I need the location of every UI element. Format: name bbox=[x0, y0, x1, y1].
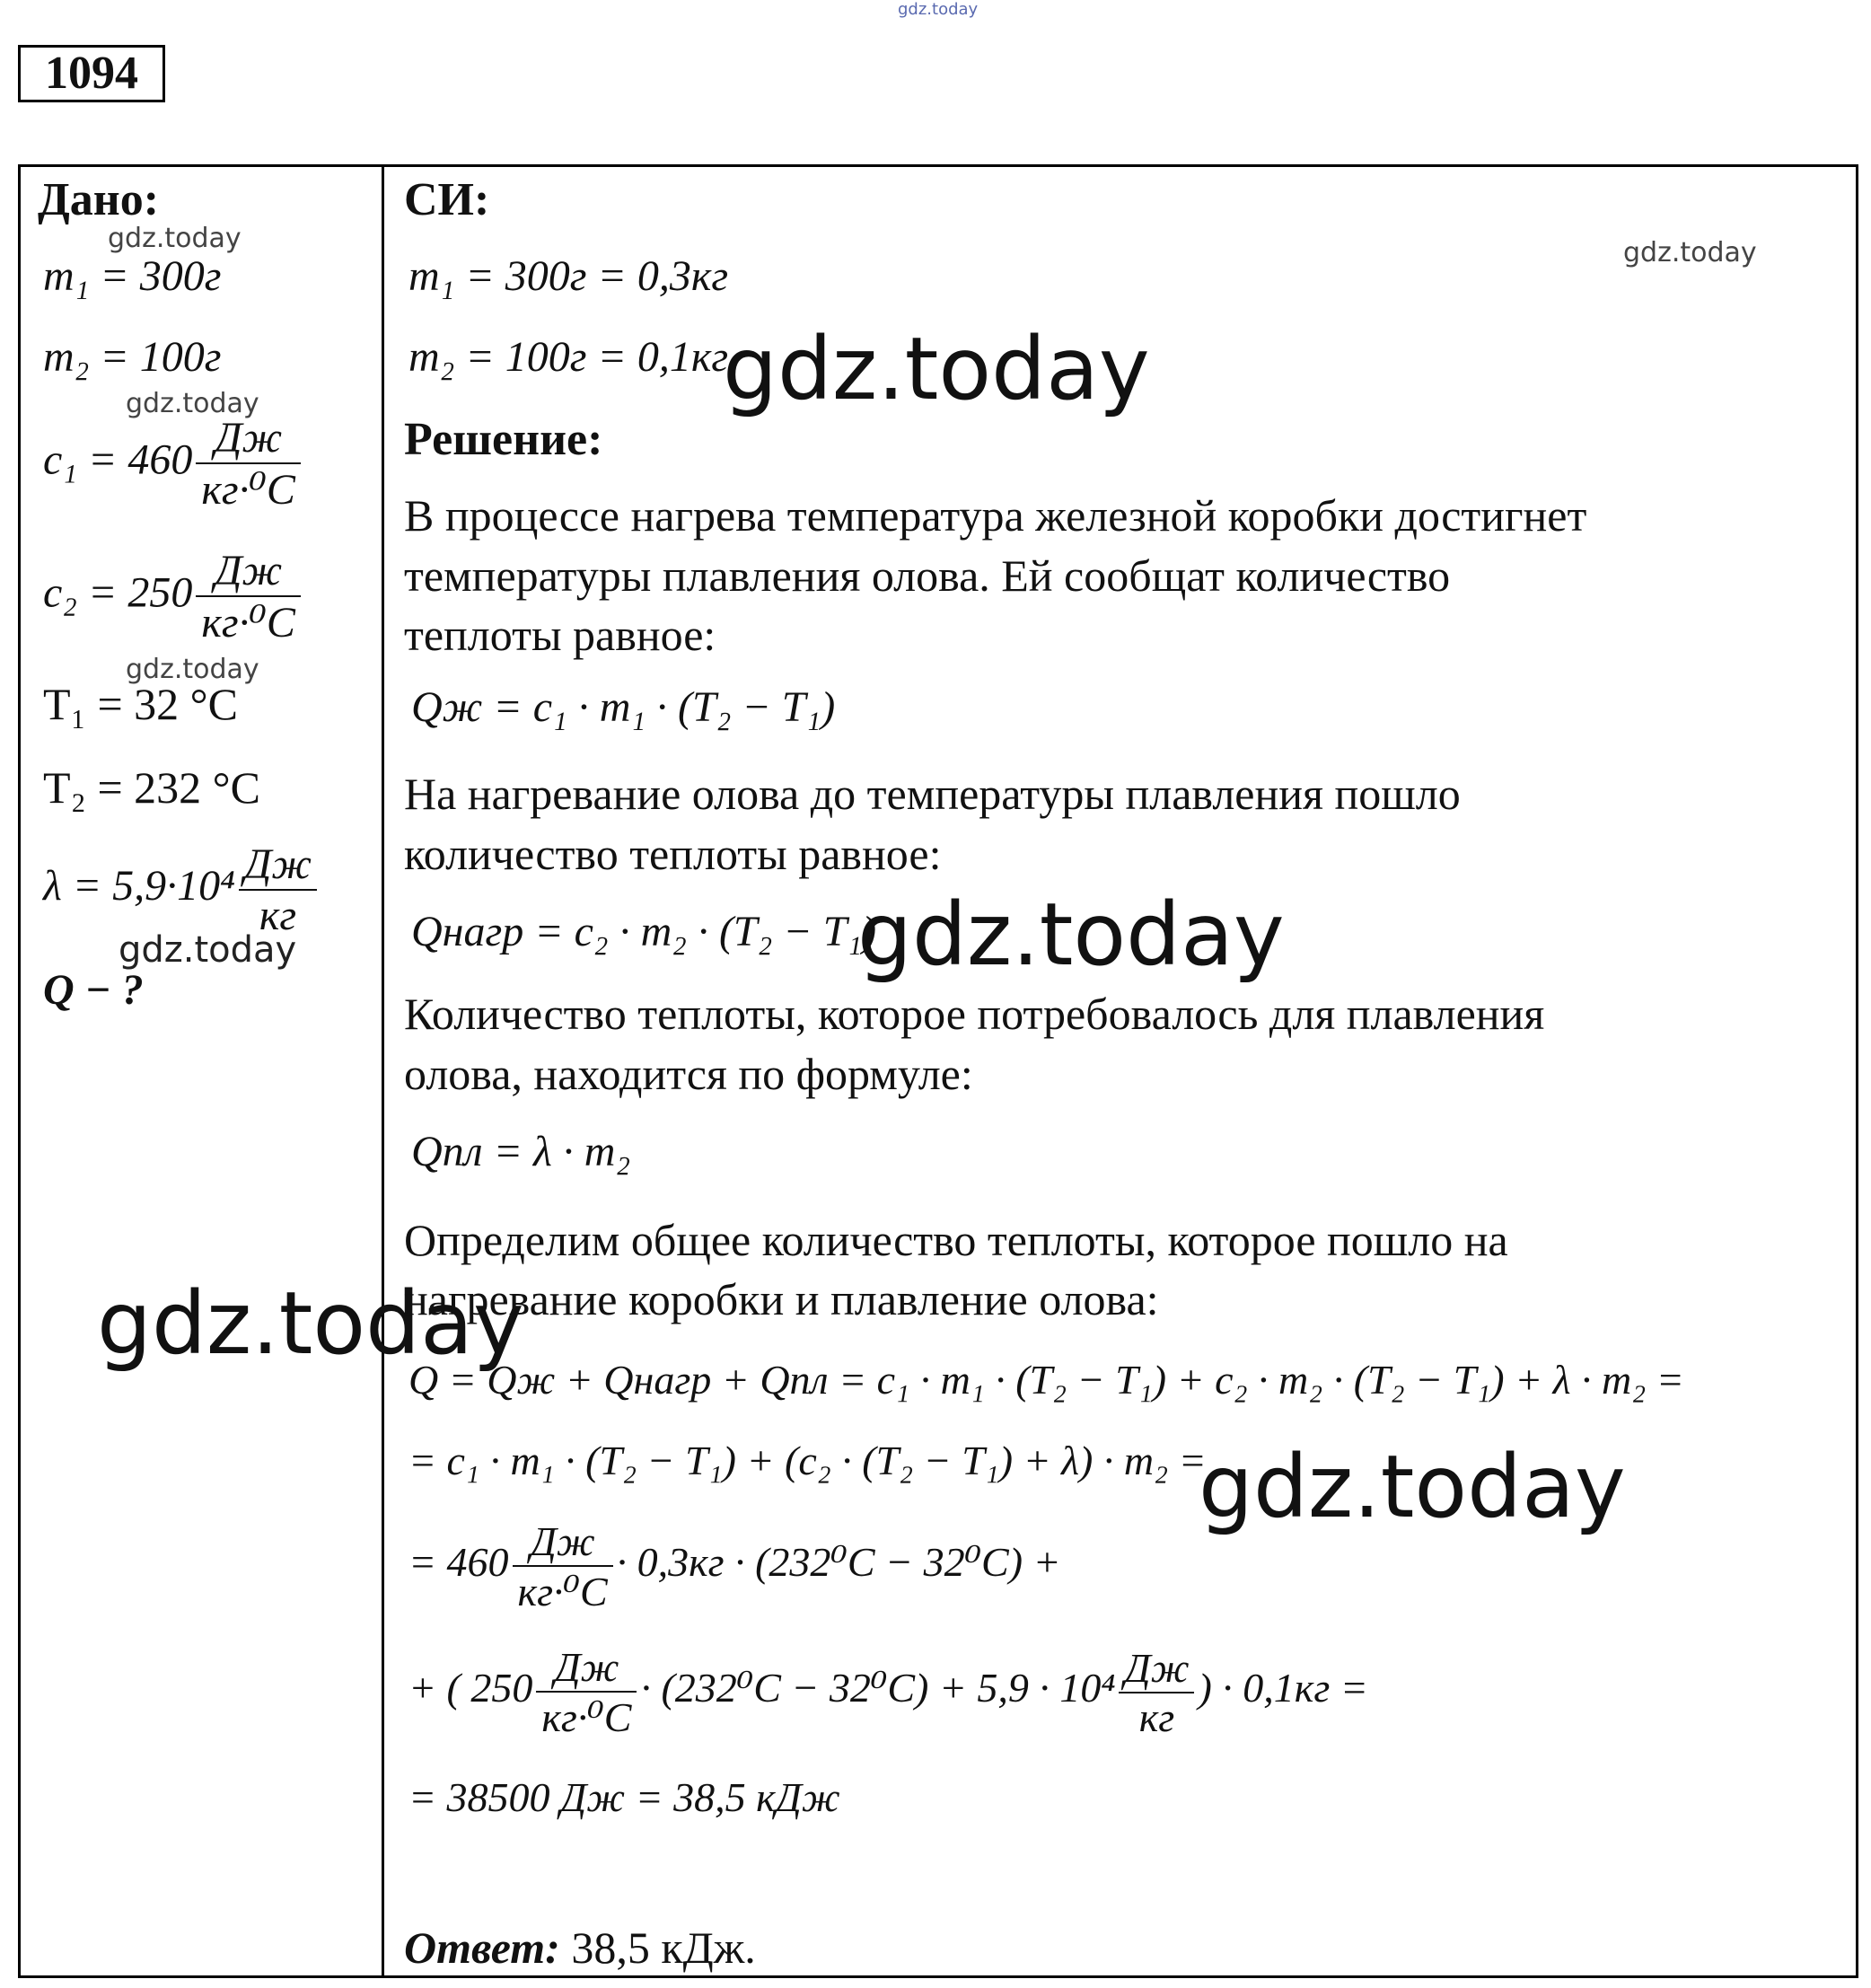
top-watermark: gdz.today bbox=[898, 0, 979, 19]
watermark: gdz.today bbox=[97, 1273, 524, 1374]
si-m2: m₂ = 100г = 0,1кг bbox=[408, 333, 729, 381]
solution-text: В процессе нагрева температура железной коробки достигнет bbox=[404, 490, 1587, 541]
unit-denominator: кг·⁰C bbox=[541, 1694, 632, 1740]
formula-q-heating: Qнагр = c₂ · m₂ · (T₂ − T₁) bbox=[411, 908, 877, 955]
answer-label: Ответ: bbox=[404, 1922, 560, 1973]
watermark: gdz.today bbox=[1199, 1437, 1626, 1537]
formula-total-line1: Q = Qж + Qнагр + Qпл = c₁ · m₁ · (T₂ − T₁) + c₂ · m₂ · (T₂ − T₁) + λ · m₂ = bbox=[408, 1357, 1684, 1403]
unit-numerator: Дж bbox=[536, 1643, 637, 1693]
formula-part: · 0,3кг · (232⁰C − 32⁰C) + bbox=[616, 1539, 1061, 1586]
unit-fraction bbox=[196, 546, 300, 647]
given-lambda-prefix: λ = 5,9·10⁴ bbox=[43, 862, 235, 910]
problem-number: 1094 bbox=[18, 45, 165, 102]
unit-denominator: кг bbox=[1138, 1693, 1175, 1740]
unit-fraction bbox=[1119, 1644, 1194, 1741]
given-m1: m₁ = 300г bbox=[43, 252, 222, 300]
given-find: Q − ? bbox=[43, 966, 144, 1014]
formula-part: + ( 250 bbox=[408, 1665, 533, 1711]
formula-total-line2: = c₁ · m₁ · (T₂ − T₁) + (c₂ · (T₂ − T₁) + λ) · m₂ = bbox=[408, 1438, 1207, 1483]
unit-denominator: кг·⁰C bbox=[517, 1569, 608, 1614]
answer-value: 38,5 кДж. bbox=[571, 1922, 756, 1973]
column-divider bbox=[382, 164, 384, 1978]
answer bbox=[404, 1922, 756, 1974]
solution-text: Количество теплоты, которое потребовалось для плавления bbox=[404, 989, 1545, 1039]
unit-fraction bbox=[196, 413, 300, 515]
watermark: gdz.today bbox=[857, 884, 1285, 985]
unit-fraction bbox=[536, 1643, 637, 1741]
watermark: gdz.today bbox=[1623, 237, 1757, 268]
given-c2 bbox=[43, 546, 304, 647]
formula-part: ) · 0,1кг = bbox=[1198, 1665, 1368, 1711]
given-heading: Дано: bbox=[38, 174, 160, 225]
given-t2: T₂ = 232 °C bbox=[43, 762, 261, 813]
given-c1-prefix: c₁ = 460 bbox=[43, 435, 193, 484]
given-c2-prefix: c₂ = 250 bbox=[43, 568, 193, 617]
formula-q-box: Qж = c₁ · m₁ · (T₂ − T₁) bbox=[411, 683, 836, 731]
formula-total-line5: = 38500 Дж = 38,5 кДж bbox=[408, 1774, 840, 1820]
given-m2: m₂ = 100г bbox=[43, 333, 222, 381]
formula-q-melting: Qпл = λ · m₂ bbox=[411, 1128, 631, 1175]
unit-fraction bbox=[239, 840, 317, 940]
unit-numerator: Дж bbox=[196, 413, 300, 464]
formula-total-line4 bbox=[408, 1643, 1368, 1741]
given-c1 bbox=[43, 413, 304, 515]
solution-text: количество теплоты равное: bbox=[404, 829, 942, 879]
solution-text: теплоты равное: bbox=[404, 610, 716, 660]
watermark: gdz.today bbox=[119, 929, 297, 971]
unit-denominator: кг bbox=[259, 892, 297, 939]
unit-numerator: Дж bbox=[196, 546, 300, 597]
formula-part: · (232⁰C − 32⁰C) + 5,9 · 10⁴ bbox=[640, 1665, 1116, 1711]
unit-numerator: Дж bbox=[239, 840, 317, 891]
given-lambda bbox=[43, 840, 321, 940]
solution-text: На нагревание олова до температуры плавления пошло bbox=[404, 769, 1461, 819]
watermark: gdz.today bbox=[108, 223, 242, 254]
si-m1: m₁ = 300г = 0,3кг bbox=[408, 252, 729, 300]
unit-fraction bbox=[513, 1517, 613, 1615]
si-heading: СИ: bbox=[404, 174, 490, 225]
watermark: gdz.today bbox=[126, 654, 259, 685]
unit-numerator: Дж bbox=[1119, 1644, 1194, 1693]
formula-part: = 460 bbox=[408, 1539, 509, 1586]
watermark: gdz.today bbox=[723, 319, 1150, 419]
unit-denominator: кг·⁰C bbox=[201, 599, 295, 647]
solution-text: олова, находится по формуле: bbox=[404, 1049, 973, 1099]
solution-text: Определим общее количество теплоты, которое пошло на bbox=[404, 1215, 1508, 1265]
watermark: gdz.today bbox=[126, 388, 259, 419]
solution-heading: Решение: bbox=[404, 414, 603, 465]
solution-text: температуры плавления олова. Ей сообщат количество bbox=[404, 550, 1451, 601]
formula-total-line3 bbox=[408, 1517, 1061, 1615]
solution-text: нагревание коробки и плавление олова: bbox=[404, 1274, 1159, 1324]
unit-numerator: Дж bbox=[513, 1517, 613, 1567]
given-t1: T₁ = 32 °C bbox=[43, 679, 239, 729]
unit-denominator: кг·⁰C bbox=[201, 466, 295, 514]
